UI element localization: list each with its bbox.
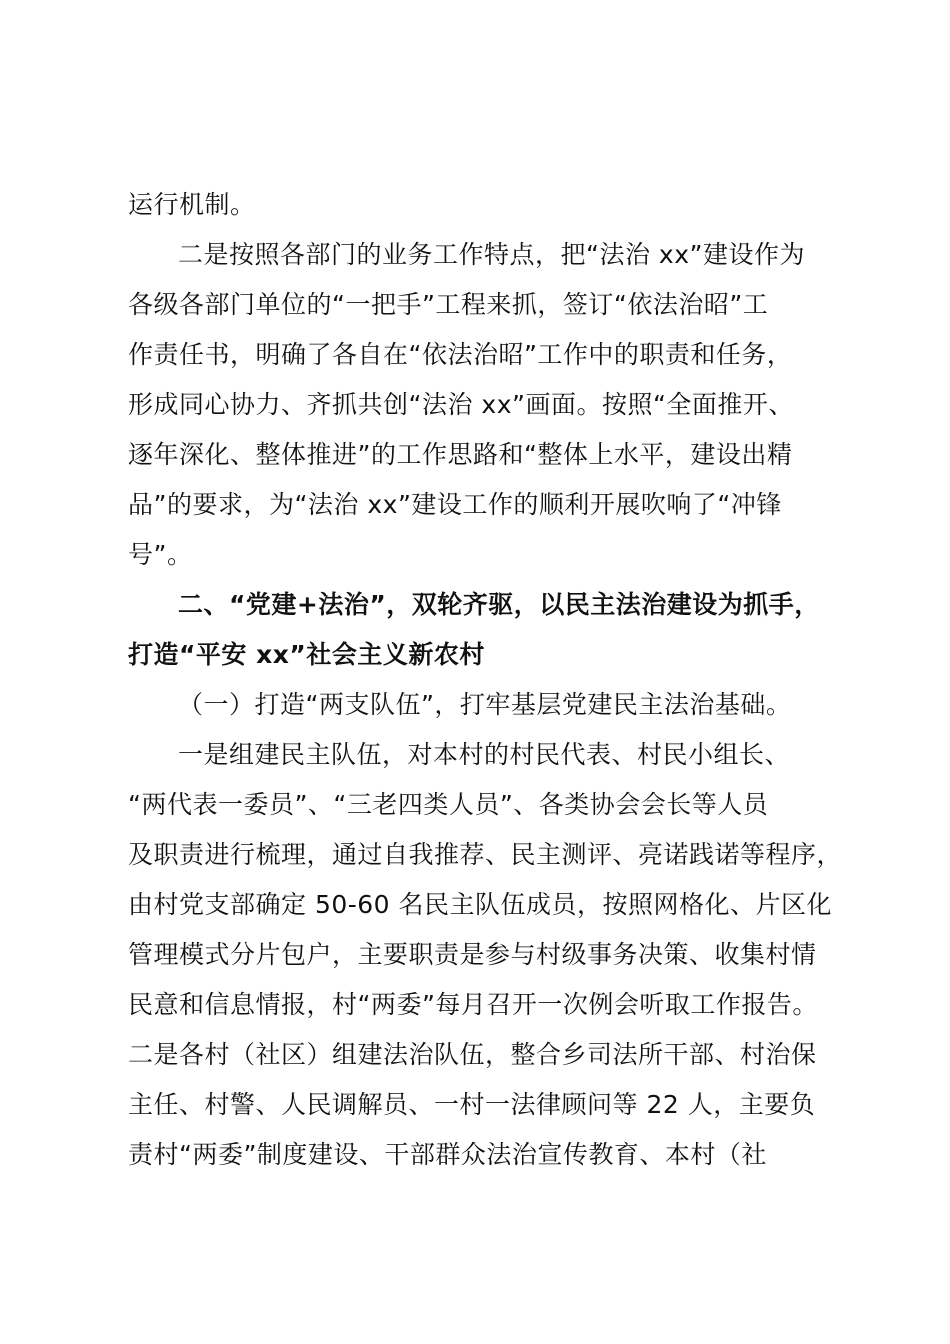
text-line: 作责任书，明确了各自在“依法治昭”工作中的职责和任务， [128,340,793,369]
text-line: 由村党支部确定 50-60 名民主队伍成员，按照网格化、片区化 [128,890,833,919]
text-line: 及职责进行梳理，通过自我推荐、民主测评、亮诺践诺等程序， [128,840,843,869]
text-line: 形成同心协力、齐抓共创“法治 xx”画面。按照“全面推开、 [128,390,794,419]
text-line: 各级各部门单位的“一把手”工程来抓，签订“依法治昭”工 [128,290,769,319]
section-heading: 打造“平安 xx”社会主义新农村 [128,640,485,669]
text-line: 号”。 [128,540,193,569]
text-line: 主任、村警、人民调解员、一村一法律顾问等 22 人，主要负 [128,1090,816,1119]
text-line: 二是各村（社区）组建法治队伍，整合乡司法所干部、村治保 [128,1040,817,1069]
text-line: 责村“两委”制度建设、干部群众法治宣传教育、本村（社 [128,1140,767,1169]
text-line: 二是按照各部门的业务工作特点，把“法治 xx”建设作为 [178,240,805,269]
text-line: “两代表一委员”、“三老四类人员”、各类协会会长等人员 [128,790,769,819]
subsection-heading: （一）打造“两支队伍”，打牢基层党建民主法治基础。 [178,690,792,719]
text-line: 一是组建民主队伍，对本村的村民代表、村民小组长、 [178,740,791,769]
text-line: 逐年深化、整体推进”的工作思路和“整体上水平，建设出精 [128,440,793,469]
text-line: 品”的要求，为“法治 xx”建设工作的顺利开展吹响了“冲锋 [128,490,782,519]
text-line: 管理模式分片包户，主要职责是参与村级事务决策、收集村情 [128,940,817,969]
text-line: 民意和信息情报，村“两委”每月召开一次例会听取工作报告。 [128,990,818,1019]
text-line: 运行机制。 [128,190,256,219]
section-heading: 二、“党建+法治”，双轮齐驱，以民主法治建设为抓手， [178,590,820,619]
